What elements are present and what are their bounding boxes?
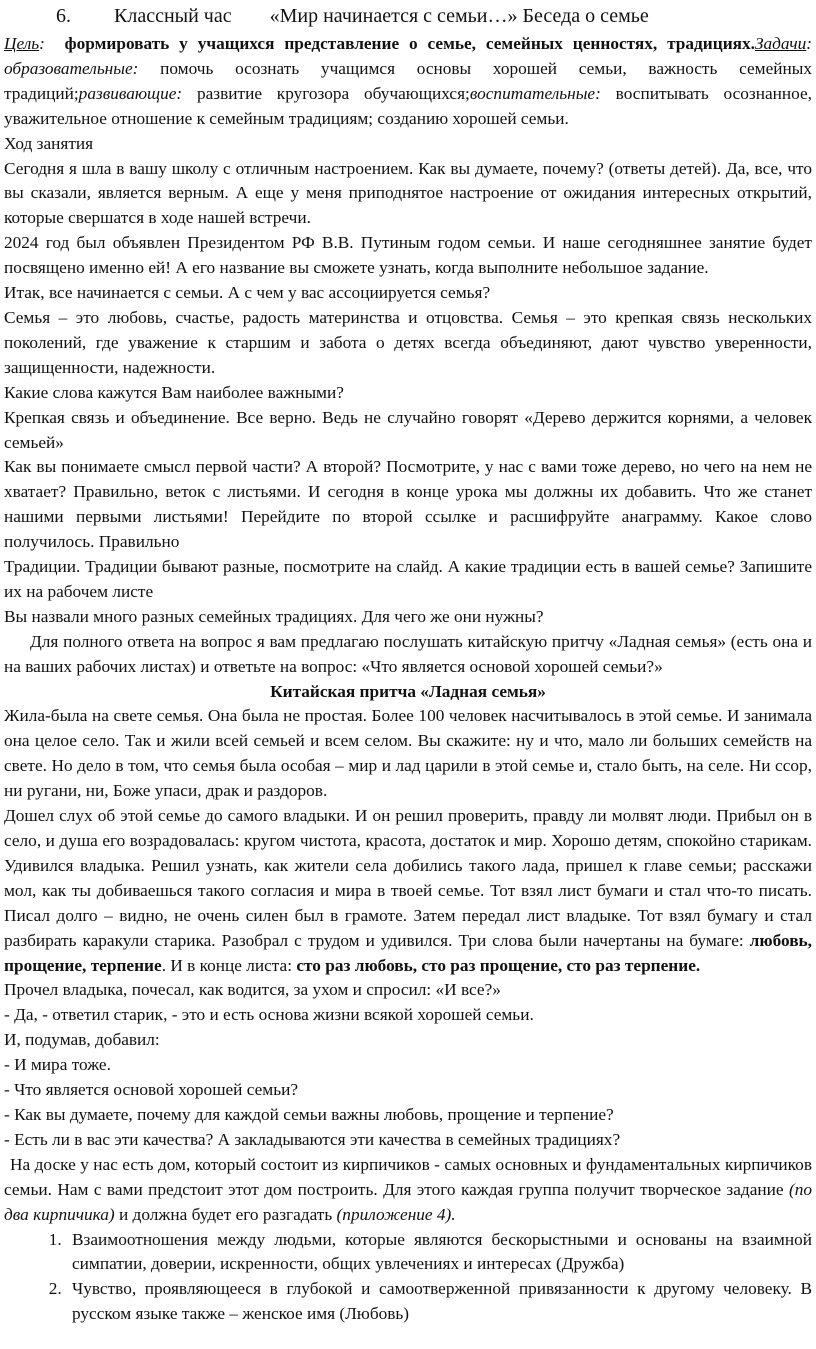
paragraph-16: - И мира тоже. <box>4 1055 111 1075</box>
dev-text: развитие кругозора обучающихся; <box>182 83 470 103</box>
edu-text: помочь осознать учащимся основы хорошей семьи, важность семейных традиций; <box>4 58 812 103</box>
paragraph-20: На доске у нас есть дом, который состоит из кирпичиков - самых основных и фундаментальных кирпичиков семьи. Нам с вами предстоит этот дом построить. Для этого каждая группа получит творческое задание (по два кирпичика) и должна будет его разгадать (приложение 4). <box>4 1154 812 1224</box>
paragraph-3: Итак, все начинается с семьи. А с чем у вас ассоциируется семья? <box>4 283 491 303</box>
paragraph-18: - Как вы думаете, почему для каждой семьи важны любовь, прощение и терпение? <box>4 1104 614 1124</box>
task-item: 1. Взаимоотношения между людьми, которые являются бескорыстными и основаны на взаимной симпатии, доверии, искренности, общих увлечениях и интересах (Дружба) <box>66 1228 812 1278</box>
task-list <box>4 1228 812 1328</box>
paragraph-7: Как вы понимаете смысл первой части? А второй? Посмотрите, у нас с вами тоже дерево, но чего на нем не хватает? Правильно, веток с листьями. И сегодня в конце урока мы должны их добавить. Что же станет нашими первыми листьями! Перейдите по второй ссылке и расшифруйте анаграмму. Какое слово получилось. Правильно <box>4 457 812 552</box>
paragraph-4: Семья – это любовь, счастье, радость материнства и отцовства. Семья – это крепкая связь нескольких поколений, где уважение к старшим и забота о детях всегда объединяют, дают чувство уверенности, защищенности, надежности. <box>4 307 812 377</box>
tasks-label: Задачи <box>754 34 807 53</box>
paragraph-9: Вы назвали много разных семейных традициях. Для чего же они нужны? <box>4 606 544 626</box>
paragraph-5: Какие слова кажутся Вам наиболее важными? <box>4 382 344 402</box>
paragraph-14: - Да, - ответил старик, - это и есть основа жизни всякой хорошей семьи. <box>4 1005 534 1025</box>
paragraph-13: Прочел владыка, почесал, как водится, за ухом и спросил: «И все?» <box>4 980 501 1000</box>
lesson-heading <box>56 3 812 29</box>
hundred-times: сто раз любовь, сто раз прощение, сто раз терпение. <box>296 955 701 975</box>
upb-label: воспитательные: <box>469 83 601 103</box>
goal-text: формировать у учащихся представление о семье, семейных ценностях, традициях. <box>64 34 755 53</box>
paragraph-2: 2024 год был объявлен Президентом РФ В.В. Путиным годом семьи. И наше сегодняшнее занятие будет посвящено именно ей! А его название вы сможете узнать, когда выполните небольшое задание. <box>4 233 812 278</box>
paragraph-12: Дошел слух об этой семье до самого владыки. И он решил проверить, правду ли молвят люди. Прибыл он в село, и душа его возрадовалась: кругом чистота, красота, достаток и мир. Хорошо детям, спокойно старикам. Удивился владыка. Решил узнать, как жители села добились такого лада, пришел к главе семьи; расскажи мол, как ты добиваешься такого согласия и мира в твоей семье. Тот взял лист бумаги и стал что-то писать. Писал долго – видно, не очень силен был в грамоте. Затем передал лист владыке. Тот взял бумагу и стал разбирать каракули старика. Разобрал с трудом и удивился. Три слова были начертаны на бумаге: любовь, прощение, терпение. И в конце листа: сто раз любовь, сто раз прощение, сто раз терпение. <box>4 806 812 975</box>
task-item: 2. Чувство, проявляющееся в глубокой и самоотверженной привязанности к другому человеку. В русском языке также – женское имя (Любовь) <box>66 1277 812 1327</box>
paragraph-10: Для полного ответа на вопрос я вам предлагаю послушать китайскую притчу «Ладная семья» (есть она и на ваших рабочих листах) и ответьте на вопрос: «Что является основой хорошей семьи?» <box>4 631 812 676</box>
document-page <box>0 3 816 1349</box>
lesson-number: 6. <box>56 5 71 27</box>
paragraph-6: Крепкая связь и объединение. Все верно. Ведь не случайно говорят «Дерево держится корнями, а человек семьей» <box>4 407 812 452</box>
edu-label: : образовательные: <box>4 34 812 78</box>
dev-label: развивающие: <box>78 83 183 103</box>
paragraph-1: Сегодня я шла в вашу школу с отличным настроением. Как вы думаете, почему? (ответы детей). Да, все, что вы сказали, является верным. А еще у меня приподнятое настроение от ожидания интересных открытий, которые свершатся в ходе нашей встречи. <box>4 158 812 228</box>
paragraph-11: Жила-была на свете семья. Она была не простая. Более 100 человек насчитывалось в этой семье. И занимала она целое село. Так и жили всей семьей и всем селом. Вы скажите: ну и что, мало ли больших семейств на свете. Но дело в том, что семья была особая – мир и лад царили в этой семье и, стало быть, на селе. Ни ссор, ни ругани, ни, Боже упаси, драк и раздоров. <box>4 706 812 801</box>
goals-paragraph: Цель: формировать у учащихся представление о семье, семейных ценностях, традициях.Задачи: образовательные: помочь осознать учащимся основы хорошей семьи, важность семейных традиций;развивающие: развитие кругозора обучающихся;воспитательные: воспитывать осознанное, уважительное отношение к семейным традициям; созданию хорошей семьи. <box>4 34 812 128</box>
lesson-title: «Мир начинается с семьи…» Беседа о семье <box>269 5 649 27</box>
paragraph-17: - Что является основой хорошей семьи? <box>4 1080 299 1100</box>
paragraph-8: Традиции. Традиции бывают разные, посмотрите на слайд. А какие традиции есть в вашей семье? Запишите их на рабочем листе <box>4 557 812 601</box>
three-words: любовь, прощение, терпение <box>4 930 812 975</box>
course-label: Ход занятия <box>4 133 94 153</box>
goal-label: Цель <box>4 34 40 53</box>
lesson-type: Классный час <box>114 5 232 27</box>
parable-title: Китайская притча «Ладная семья» <box>270 681 546 701</box>
paragraph-15: И, подумав, добавил: <box>4 1030 160 1050</box>
upb-text: воспитывать осознанное, уважительное отношение к семейным традициям; созданию хорошей семьи. <box>4 83 812 128</box>
paragraph-19: - Есть ли в вас эти качества? А закладываются эти качества в семейных традициях? <box>4 1129 621 1149</box>
